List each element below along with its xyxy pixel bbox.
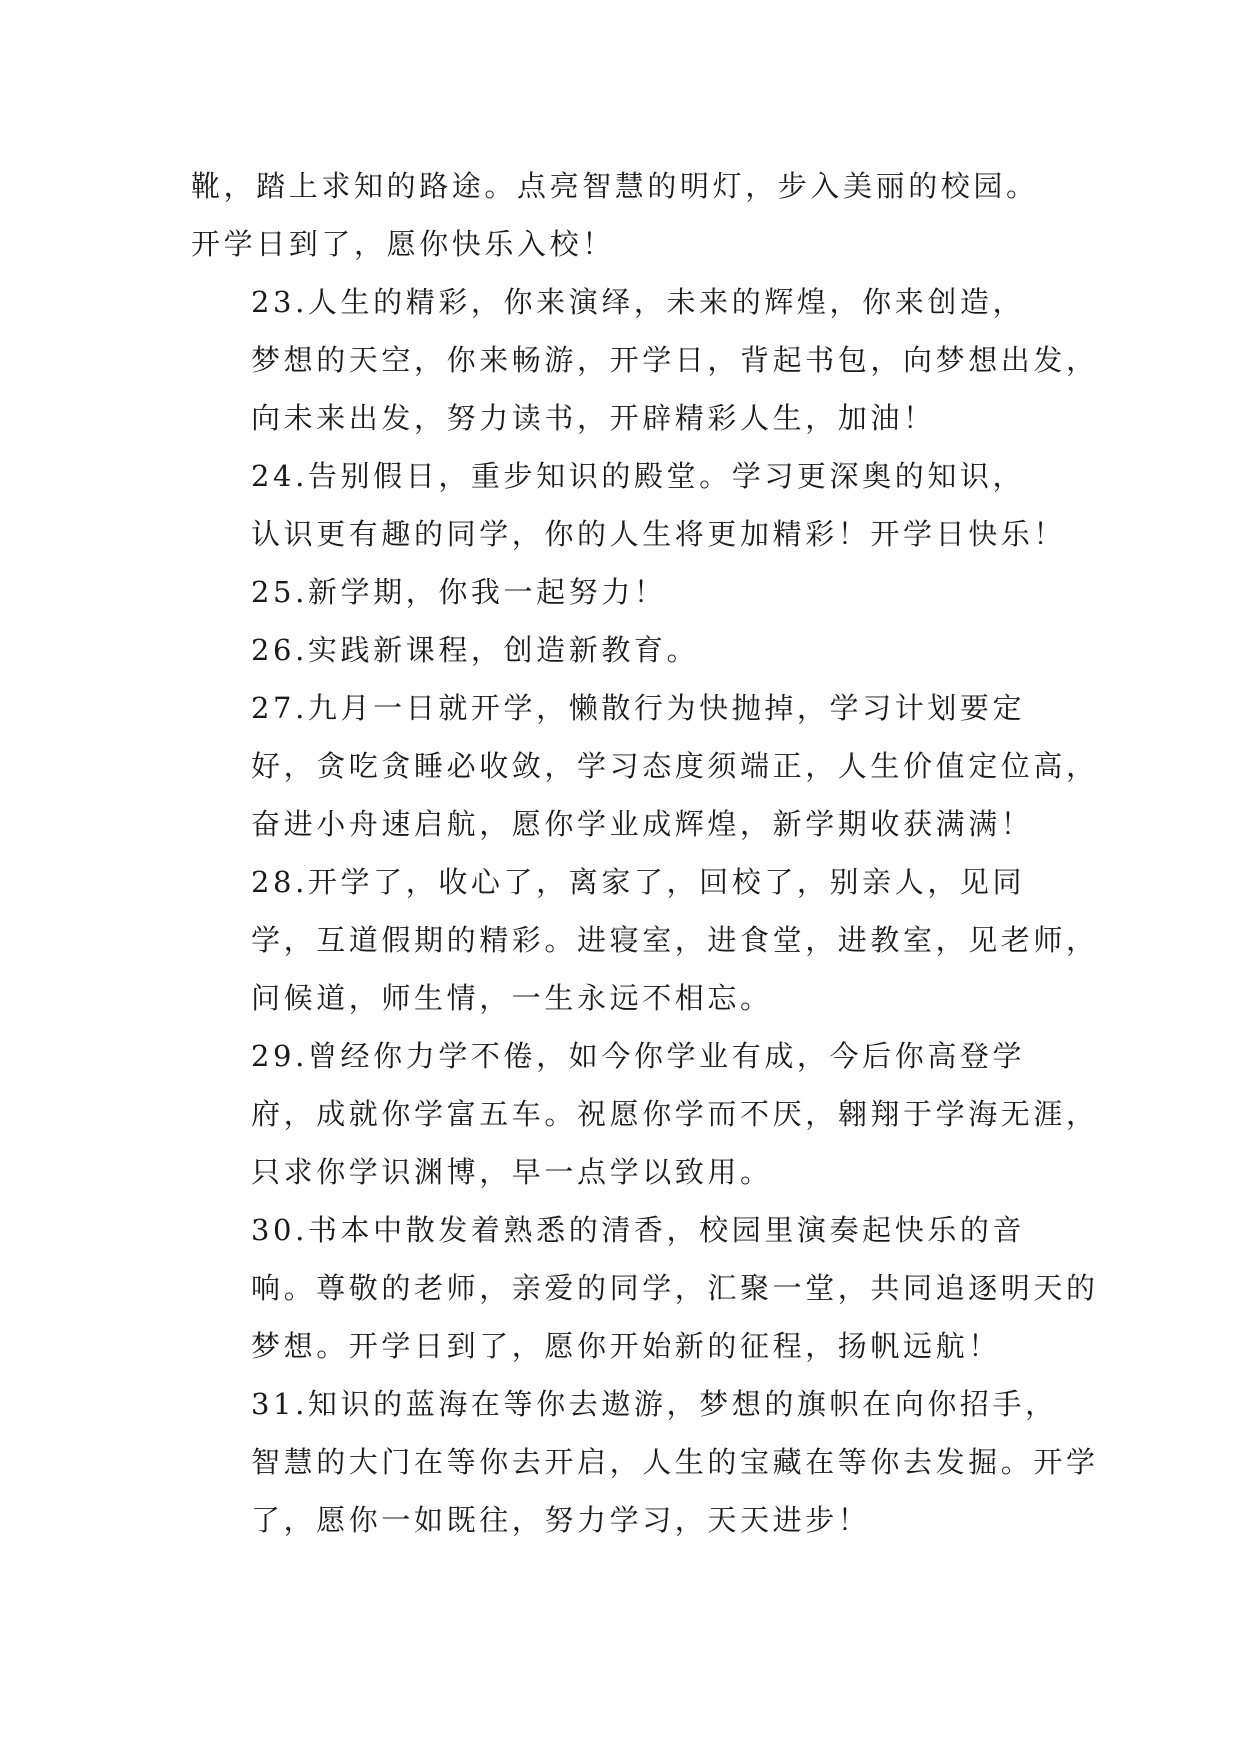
text-line: 认识更有趣的同学，你的人生将更加精彩！开学日快乐！ bbox=[251, 517, 1067, 551]
text-line: 31.知识的蓝海在等你去遨游，梦想的旗帜在向你招手， bbox=[251, 1387, 1058, 1421]
text-line: 靴，踏上求知的路途。点亮智慧的明灯，步入美丽的校园。 bbox=[191, 169, 1039, 203]
text-line: 了，愿你一如既往，努力学习，天天进步！ bbox=[251, 1503, 871, 1537]
paragraph bbox=[191, 679, 1099, 853]
text-line: 26.实践新课程，创造新教育。 bbox=[251, 633, 700, 667]
text-line: 25.新学期，你我一起努力！ bbox=[251, 575, 667, 609]
document-body bbox=[191, 157, 1099, 1549]
text-line: 梦想的天空，你来畅游，开学日，背起书包，向梦想出发， bbox=[251, 343, 1099, 377]
text-line: 府，成就你学富五车。祝愿你学而不厌，翱翔于学海无涯， bbox=[251, 1097, 1099, 1131]
text-line: 学，互道假期的精彩。进寝室，进食堂，进教室，见老师， bbox=[251, 923, 1099, 957]
paragraph bbox=[191, 157, 1071, 273]
text-line: 29.曾经你力学不倦，如今你学业有成，今后你高登学 bbox=[251, 1039, 1026, 1073]
text-line: 奋进小舟速启航，愿你学业成辉煌，新学期收获满满！ bbox=[251, 807, 1034, 841]
paragraph bbox=[191, 621, 1071, 679]
paragraph bbox=[191, 1201, 1099, 1375]
text-line: 智慧的大门在等你去开启，人生的宝藏在等你去发掘。开学 bbox=[251, 1445, 1099, 1479]
text-line: 24.告别假日，重步知识的殿堂。学习更深奥的知识， bbox=[251, 459, 1026, 493]
text-line: 响。尊敬的老师，亲爱的同学，汇聚一堂，共同追逐明天的 bbox=[251, 1271, 1099, 1305]
paragraph bbox=[191, 1027, 1099, 1201]
paragraph bbox=[191, 1375, 1099, 1549]
text-line: 30.书本中散发着熟悉的清香，校园里演奏起快乐的音 bbox=[251, 1213, 1026, 1247]
text-line: 问候道，师生情，一生永远不相忘。 bbox=[251, 981, 773, 1015]
text-line: 开学日到了，愿你快乐入校！ bbox=[191, 227, 615, 261]
text-line: 梦想。开学日到了，愿你开始新的征程，扬帆远航！ bbox=[251, 1329, 1001, 1363]
text-line: 向未来出发，努力读书，开辟精彩人生，加油！ bbox=[251, 401, 936, 435]
text-line: 28.开学了，收心了，离家了，回校了，别亲人，见同 bbox=[251, 865, 1026, 899]
paragraph bbox=[191, 853, 1099, 1027]
text-line: 好，贪吃贪睡必收敛，学习态度须端正，人生价值定位高， bbox=[251, 749, 1099, 783]
paragraph bbox=[191, 563, 1071, 621]
paragraph bbox=[191, 273, 1099, 447]
text-line: 只求你学识渊博，早一点学以致用。 bbox=[251, 1155, 773, 1189]
text-line: 23.人生的精彩，你来演绎，未来的辉煌，你来创造， bbox=[251, 285, 1026, 319]
paragraph bbox=[191, 447, 1071, 563]
text-line: 27.九月一日就开学，懒散行为快抛掉，学习计划要定 bbox=[251, 691, 1026, 725]
